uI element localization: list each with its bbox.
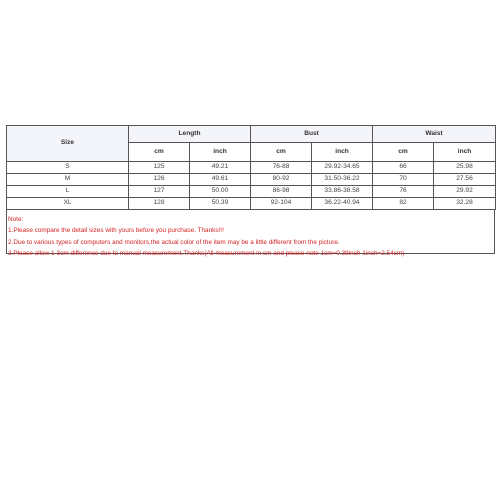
waist-cm-cell: 70 <box>373 174 434 186</box>
size-chart <box>6 125 495 257</box>
waist-cm-header: cm <box>373 143 434 162</box>
bust-group-header: Bust <box>251 126 373 143</box>
length-inch-cell: 49.61 <box>190 174 251 186</box>
bust-inch-header: inch <box>312 143 373 162</box>
length-inch-cell: 49.21 <box>190 162 251 174</box>
bust-cm-cell: 92-104 <box>251 198 312 210</box>
bust-cm-cell: 86-98 <box>251 186 312 198</box>
length-cm-cell: 125 <box>129 162 190 174</box>
note-line: 2.Due to various types of computers and monitors,the actual color of the item may be a little different from the picture. <box>8 238 340 246</box>
waist-group-header: Waist <box>373 126 496 143</box>
size-column-header: Size <box>7 126 129 162</box>
note-line: 1.Please compare the detail sizes with yours before you purchase. Thanks!!! <box>8 227 224 235</box>
notes-title: Note: <box>8 216 24 223</box>
note-line: 3.Please allow 1-3cm difference due to manual measurement.Thanks(All measurement in cm and please note 1cm=0.39inch 1inch=2.54cm) <box>8 249 405 257</box>
waist-inch-cell: 32.28 <box>434 198 496 210</box>
waist-cm-cell: 76 <box>373 186 434 198</box>
waist-cm-cell: 66 <box>373 162 434 174</box>
size-cell: L <box>7 186 129 198</box>
length-cm-cell: 128 <box>129 198 190 210</box>
waist-inch-cell: 25.98 <box>434 162 496 174</box>
notes-box <box>6 210 495 257</box>
length-cm-cell: 126 <box>129 174 190 186</box>
waist-inch-header: inch <box>434 143 496 162</box>
bust-inch-cell: 31.50-36.22 <box>312 174 373 186</box>
length-group-header: Length <box>129 126 251 143</box>
length-inch-header: inch <box>190 143 251 162</box>
bust-inch-cell: 29.92-34.65 <box>312 162 373 174</box>
size-cell: XL <box>7 198 129 210</box>
waist-inch-cell: 29.92 <box>434 186 496 198</box>
length-cm-cell: 127 <box>129 186 190 198</box>
bust-cm-header: cm <box>251 143 312 162</box>
size-cell: S <box>7 162 129 174</box>
length-inch-cell: 50.00 <box>190 186 251 198</box>
table-row <box>7 162 496 174</box>
length-cm-header: cm <box>129 143 190 162</box>
size-cell: M <box>7 174 129 186</box>
waist-cm-cell: 82 <box>373 198 434 210</box>
table-row <box>7 186 496 198</box>
length-inch-cell: 50.39 <box>190 198 251 210</box>
table-row <box>7 174 496 186</box>
bust-inch-cell: 33.86-38.58 <box>312 186 373 198</box>
bust-cm-cell: 76-88 <box>251 162 312 174</box>
table-header-row <box>7 126 496 143</box>
bust-cm-cell: 80-92 <box>251 174 312 186</box>
table-row <box>7 198 496 210</box>
waist-inch-cell: 27.56 <box>434 174 496 186</box>
bust-inch-cell: 36.22-40.94 <box>312 198 373 210</box>
size-table <box>6 125 496 210</box>
